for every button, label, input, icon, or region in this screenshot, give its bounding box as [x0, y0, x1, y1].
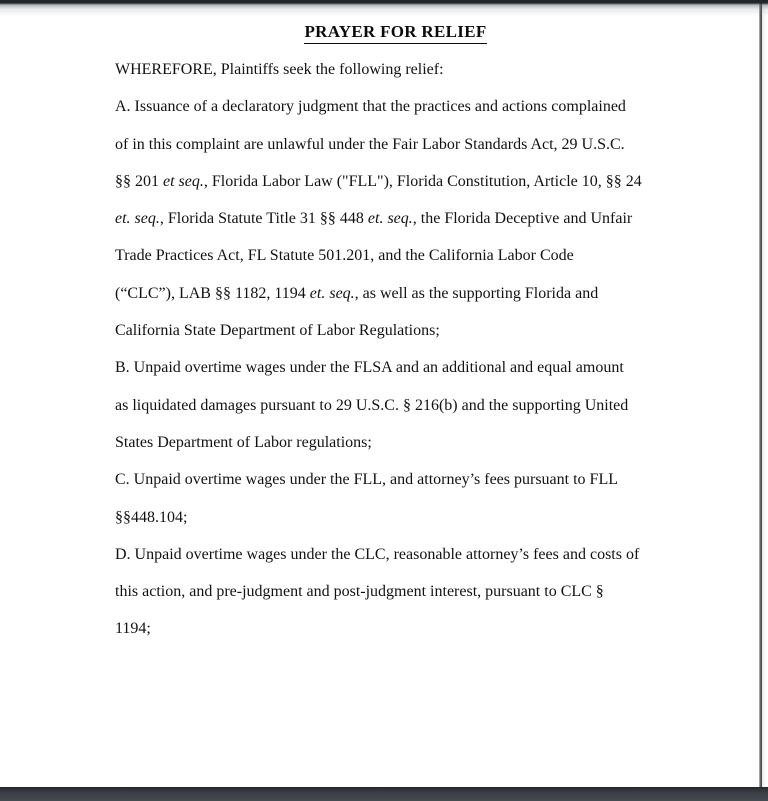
text-segment: WHEREFORE, Plaintiffs seek the following relief:	[115, 61, 444, 78]
latin-phrase-italic: et. seq.	[367, 210, 413, 228]
latin-phrase-italic: et. seq.	[115, 210, 160, 228]
document-line	[115, 349, 677, 386]
viewer-top-edge	[0, 0, 768, 16]
text-segment: of in this complaint are unlawful under the Fair Labor Standards Act, 29 U.S.C.	[115, 135, 625, 153]
document-line	[115, 499, 677, 536]
document-line	[115, 237, 677, 274]
document-line	[115, 163, 677, 200]
document-line	[115, 275, 677, 312]
document-title: PRAYER FOR RELIEF	[304, 22, 486, 44]
document-line	[115, 424, 677, 461]
document-heading-row	[115, 22, 676, 44]
document-body	[115, 51, 677, 648]
text-segment: California State Department of Labor Regulations;	[115, 322, 440, 340]
text-segment: States Department of Labor regulations;	[115, 433, 372, 451]
document-line	[115, 126, 677, 163]
document-line	[115, 387, 677, 424]
text-segment: , the Florida Deceptive and Unfair	[412, 210, 633, 228]
text-segment: Trade Practices Act, FL Statute 501.201, and the California Labor Code	[115, 247, 574, 265]
document-line	[115, 610, 677, 647]
document-line	[115, 461, 677, 498]
page-right-margin-strip	[762, 3, 768, 788]
text-segment: as liquidated damages pursuant to 29 U.S.C. § 216(b) and the supporting United	[115, 396, 629, 414]
text-segment: (“CLC”), LAB §§ 1182, 1194	[115, 284, 310, 302]
text-segment: B. Unpaid overtime wages under the FLSA and an additional and equal amount	[115, 359, 624, 377]
text-segment: this action, and pre-judgment and post-judgment interest, pursuant to CLC §	[115, 583, 604, 601]
text-segment: §§ 201	[115, 172, 163, 190]
document-line	[115, 51, 677, 88]
document-line	[115, 88, 677, 125]
text-segment: A. Issuance of a declaratory judgment that the practices and actions complained	[115, 98, 626, 116]
text-segment: , Florida Statute Title 31 §§ 448	[159, 210, 368, 228]
text-segment: 1194;	[115, 620, 151, 638]
viewer-bottom-bar	[0, 787, 768, 801]
page-edge-shadow	[759, 3, 762, 788]
text-segment: , Florida Labor Law ("FLL"), Florida Constitution, Article 10, §§ 24	[203, 172, 642, 190]
latin-phrase-italic: et seq.	[163, 172, 204, 190]
document-line	[115, 312, 677, 349]
document-line	[115, 536, 677, 573]
text-segment: §§448.104;	[115, 508, 188, 526]
text-segment: as well as the supporting Florida and	[358, 284, 599, 302]
text-segment: C. Unpaid overtime wages under the FLL, and attorney’s fees pursuant to FLL	[115, 471, 618, 489]
text-segment: D. Unpaid overtime wages under the CLC, reasonable attorney’s fees and costs of	[115, 545, 640, 563]
latin-phrase-italic: et. seq.,	[309, 284, 359, 302]
document-line	[115, 573, 677, 610]
document-line	[115, 200, 677, 237]
